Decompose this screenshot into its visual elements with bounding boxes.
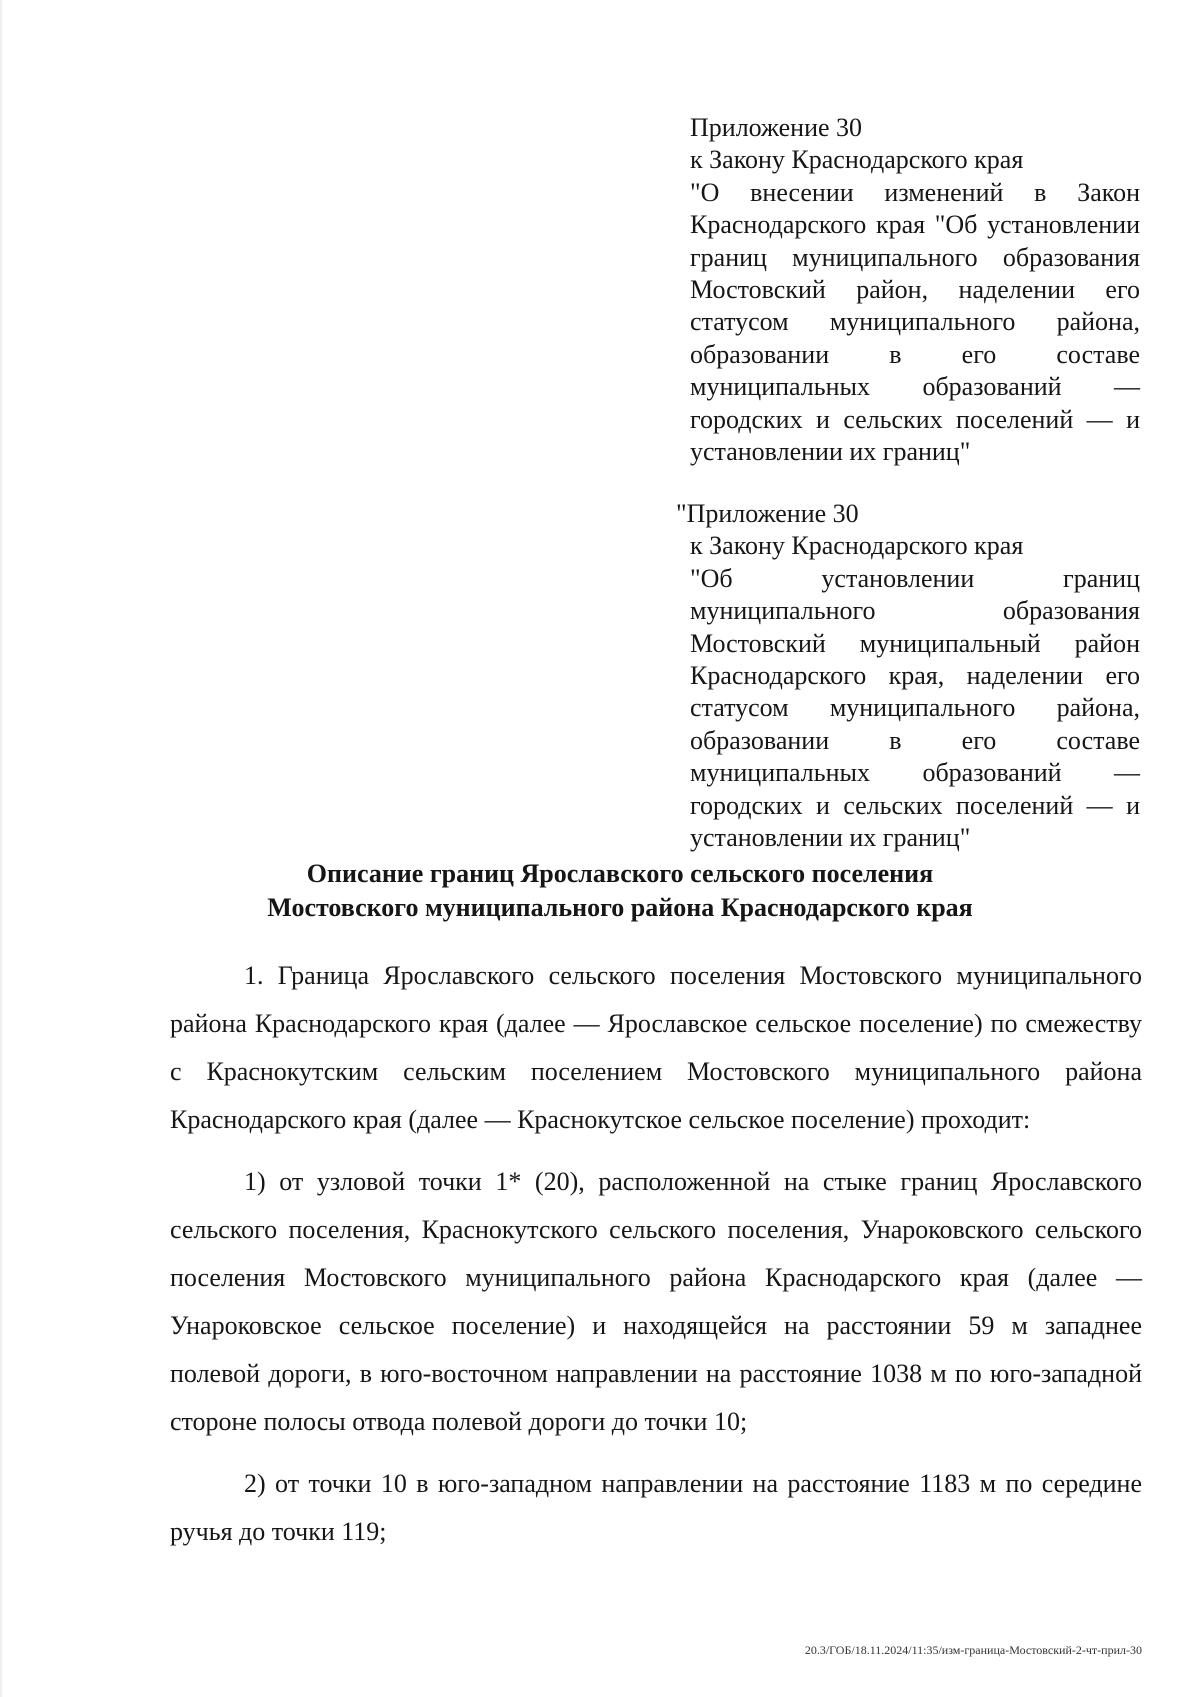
appendix-header-original-law (676, 498, 1140, 854)
appendix-law-title: "О внесении изменений в Закон Краснодарского края "Об установлении границ муниципального образования Мостовский район, наделении его статусом муниципального района, образовании в его составе муниципальных образований — городских и сельских поселений — и установлении их границ" (690, 177, 1140, 467)
document-title-line-2: Мостовского муниципального района Краснодарского края (267, 893, 973, 922)
document-title (170, 857, 1070, 925)
scan-edge (0, 0, 3, 1697)
appendix-header-amending-law (690, 112, 1140, 468)
appendix-label: Приложение 30 (690, 113, 863, 142)
appendix-body (676, 530, 1140, 854)
paragraph-1: 1. Граница Ярославского сельского поселения Мостовского муниципального района Краснодарского края (далее — Ярославское сельское поселение) по смежеству с Краснокутским сельским поселением Мостовского муниципального района Краснодарского края (далее — Краснокутское сельское поселение) проходит: (170, 961, 1142, 1134)
paragraph-1-1: 1) от узловой точки 1* (20), расположенной на стыке границ Ярославского сельского поселения, Краснокутского сельского поселения, Унароковского сельского поселения Мостовского муниципального района Краснодарского края (далее — Унароковское сельское поселение) и находящейся на расстоянии 59 м западнее полевой дороги, в юго-восточном направлении на расстояние 1038 м по юго-западной стороне полосы отвода полевой дороги до точки 10; (170, 1167, 1142, 1436)
appendix-law-reference: к Закону Краснодарского края (690, 145, 1024, 175)
document-body (170, 952, 1142, 1556)
appendix-label: "Приложение 30 (676, 499, 859, 528)
footer-document-code: 20.3/ГОБ/18.11.2024/11:35/изм-граница-Мостовский-2-чт-прил-30 (804, 1643, 1142, 1657)
document-title-line-1: Описание границ Ярославского сельского поселения (306, 859, 934, 888)
appendix-law-reference: к Закону Краснодарского края (690, 531, 1024, 561)
appendix-law-title: "Об установлении границ муниципального образования Мостовский муниципальный район Краснодарского края, наделении его статусом муниципального района, образовании в его составе муниципальных образований — городских и сельских поселений — и установлении их границ" (690, 563, 1140, 853)
paragraph-1-2: 2) от точки 10 в юго-западном направлении на расстояние 1183 м по середине ручья до точки 119; (170, 1469, 1142, 1546)
